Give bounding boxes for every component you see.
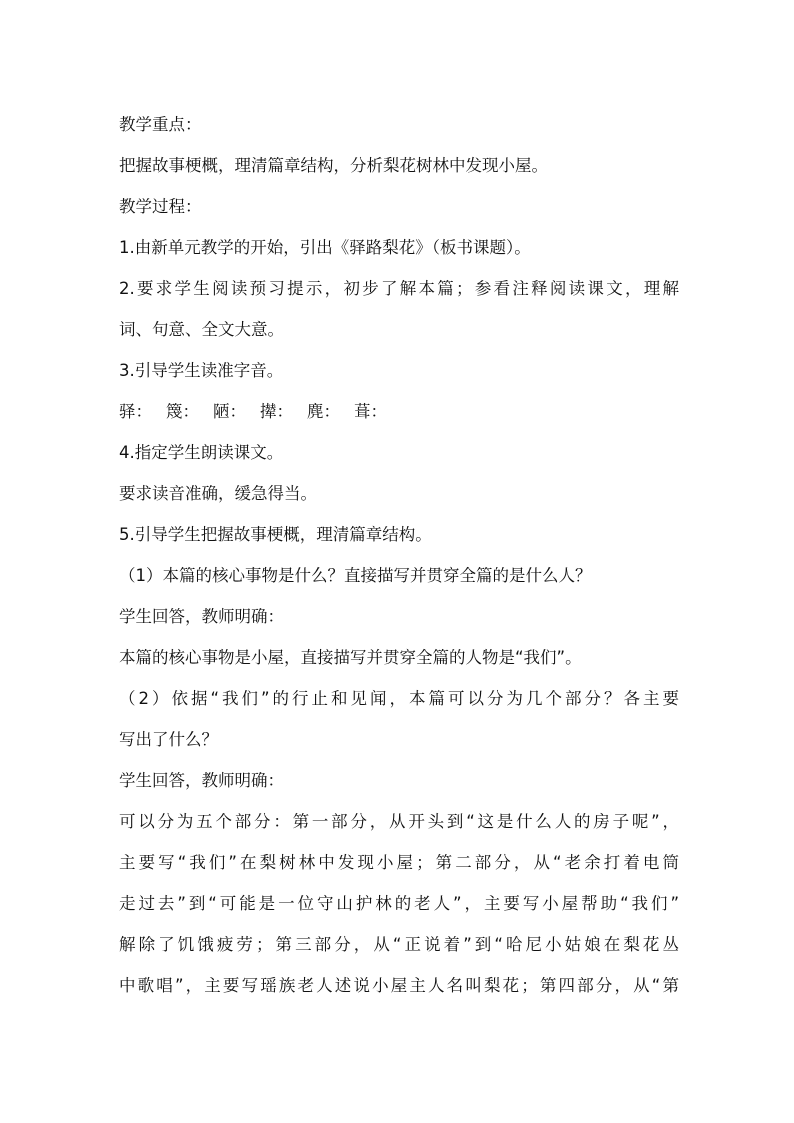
question-2-line-2: 写出了什么？	[119, 730, 218, 749]
document-body	[119, 104, 679, 1006]
answer-2-line-1: 可以分为五个部分：第一部分，从开头到“这是什么人的房子呢”，	[119, 812, 679, 831]
paragraph-key-points: 把握故事梗概，理清篇章结构，分析梨花树林中发现小屋。	[119, 156, 548, 175]
char-ji: 麂：	[307, 402, 340, 421]
step-2-line-1: 2.要求学生阅读预习提示，初步了解本篇；参看注释阅读课文，理解	[119, 279, 679, 298]
answer-1: 本篇的核心事物是小屋，直接描写并贯穿全篇的人物是“我们”。	[119, 648, 582, 667]
char-yi: 驿：	[119, 402, 152, 421]
question-2-line-1: （2）依据“我们”的行止和见闻，本篇可以分为几个部分？各主要	[119, 689, 679, 708]
answer-prompt-2: 学生回答，教师明确：	[119, 771, 284, 790]
char-mie: 篾：	[166, 402, 199, 421]
step-3: 3.引导学生读准字音。	[119, 361, 284, 380]
answer-prompt-1: 学生回答，教师明确：	[119, 607, 284, 626]
pronunciation-characters	[119, 391, 679, 432]
step-5: 5.引导学生把握故事梗概，理清篇章结构。	[119, 525, 432, 544]
heading-key-points: 教学重点：	[119, 115, 202, 134]
char-lou: 陋：	[213, 402, 246, 421]
step-4: 4.指定学生朗读课文。	[119, 443, 284, 462]
answer-2-line-4: 解除了饥饿疲劳；第三部分，从“正说着”到“哈尼小姑娘在梨花丛	[119, 935, 679, 954]
answer-2-line-3: 走过去”到“可能是一位守山护林的老人”，主要写小屋帮助“我们”	[119, 894, 679, 913]
step-2-line-2: 词、句意、全文大意。	[119, 320, 284, 339]
step-4-requirement: 要求读音准确，缓急得当。	[119, 484, 317, 503]
char-qi: 葺：	[354, 402, 387, 421]
answer-2-line-5: 中歌唱”，主要写瑶族老人述说小屋主人名叫梨花；第四部分，从“第	[119, 976, 679, 995]
char-nian: 撵：	[260, 402, 293, 421]
step-1: 1.由新单元教学的开始，引出《驿路梨花》（板书课题）。	[119, 238, 531, 257]
question-1: （1）本篇的核心事物是什么？直接描写并贯穿全篇的是什么人？	[119, 566, 592, 585]
answer-2-line-2: 主要写“我们”在梨树林中发现小屋；第二部分，从“老余打着电筒	[119, 853, 679, 872]
heading-teaching-process: 教学过程：	[119, 197, 202, 216]
